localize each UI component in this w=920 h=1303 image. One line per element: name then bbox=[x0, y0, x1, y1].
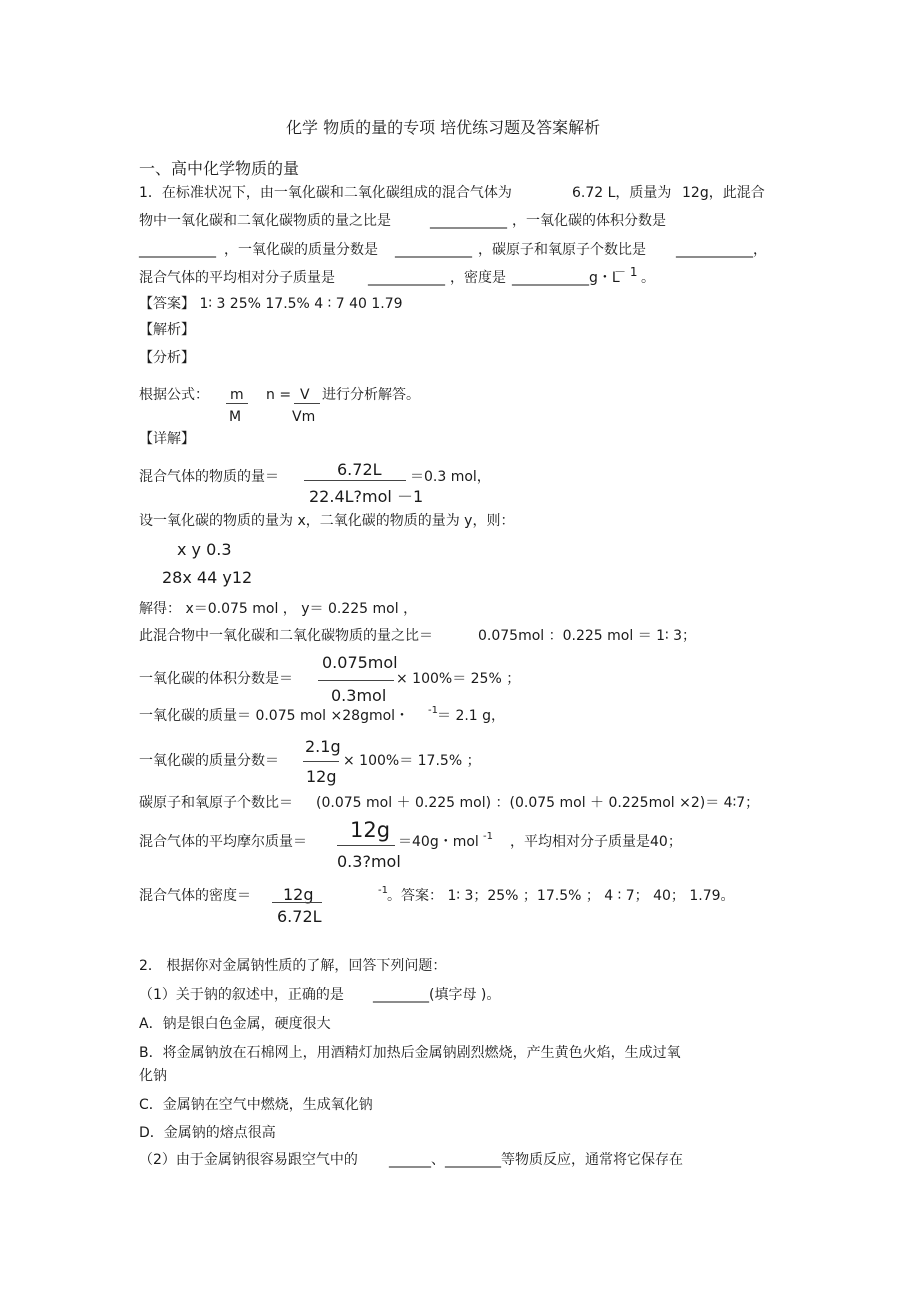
q2-part2-blanks: ______、________等物质反应，通常将它保存在 bbox=[389, 1152, 683, 1168]
q2-option-b-cont: 化钠 bbox=[139, 1068, 167, 1084]
q1-blank-4: ___________， bbox=[676, 242, 767, 258]
d9-denominator: 0.3?mol bbox=[337, 852, 401, 871]
d5-numerator: 0.075mol bbox=[322, 653, 398, 672]
d1-result: ＝0.3 mol， bbox=[410, 469, 491, 485]
d9-tail: ，平均相对分子质量是40； bbox=[510, 834, 682, 850]
q1-fenxi: 【分析】 bbox=[139, 350, 195, 366]
d6-sup: -1 bbox=[428, 705, 438, 716]
formula-m: m bbox=[230, 387, 244, 403]
d4-value: 0.075mol ：0.225 mol ＝ 1∶ 3； bbox=[478, 628, 697, 644]
d7-label: 一氧化碳的质量分数＝ bbox=[139, 753, 279, 769]
d1-label: 混合气体的物质的量＝ bbox=[139, 469, 279, 485]
d2-text: 设一氧化碳的物质的量为 x，二氧化碳的物质的量为 y，则： bbox=[139, 513, 515, 529]
formula-M: M bbox=[229, 409, 242, 425]
q1-line3-b: ，一氧化碳的质量分数是 bbox=[224, 242, 378, 258]
q1-line4-end: 。 bbox=[641, 270, 655, 286]
d5-label: 一氧化碳的体积分数是＝ bbox=[139, 671, 293, 687]
d7-numerator: 2.1g bbox=[305, 737, 341, 756]
q1-blank-5: ___________ bbox=[368, 270, 445, 286]
d10-numerator: 12g bbox=[283, 885, 314, 904]
q1-line2-a: 物中一氧化碳和二氧化碳物质的量之比是 bbox=[139, 213, 391, 229]
q1-line1-b: 6.72 L，质量为 bbox=[572, 185, 672, 201]
q2-stem: 2． 根据你对金属钠性质的了解，回答下列问题： bbox=[139, 958, 447, 974]
formula-fraction-line-2 bbox=[294, 403, 320, 404]
q1-line1-c: 12g，此混合 bbox=[682, 185, 765, 201]
d9-numerator: 12g bbox=[350, 818, 391, 842]
section-heading: 一、高中化学物质的量 bbox=[139, 159, 300, 178]
q1-xiangjie: 【详解】 bbox=[139, 431, 195, 447]
d8-value: (0.075 mol ＋ 0.225 mol) ：(0.075 mol ＋ 0.225mol ×2)＝ 4∶7； bbox=[316, 795, 760, 811]
d9-result: ＝40g・mol bbox=[398, 834, 479, 850]
q2-part2: （2）由于金属钠很容易跟空气中的 bbox=[139, 1152, 358, 1168]
d4-label: 此混合物中一氧化碳和二氧化碳物质的量之比＝ bbox=[139, 628, 433, 644]
q1-blank-6: ___________g・L bbox=[512, 270, 620, 286]
formula-fraction-line-1 bbox=[226, 403, 248, 404]
d1-denominator: 22.4L?mol －1 bbox=[309, 487, 424, 506]
q2-option-b: B．将金属钠放在石棉网上，用酒精灯加热后金属钠剧烈燃烧，产生黄色火焰，生成过氧 bbox=[139, 1045, 681, 1061]
q2-option-d: D．金属钠的熔点很高 bbox=[139, 1125, 276, 1141]
d10-label: 混合气体的密度＝ bbox=[139, 888, 251, 904]
d6-text: 一氧化碳的质量＝ 0.075 mol ×28gmol・ bbox=[139, 708, 410, 724]
equation-1: x y 0.3 bbox=[177, 540, 232, 559]
q1-line3-d: ，碳原子和氧原子个数比是 bbox=[478, 242, 646, 258]
q1-blank-3: ___________ bbox=[395, 242, 472, 258]
d3-text: 解得： x＝0.075 mol ， y＝ 0.225 mol ， bbox=[139, 601, 418, 617]
d5-denominator: 0.3mol bbox=[331, 686, 387, 705]
q1-unit-sup: － 1 bbox=[614, 265, 638, 279]
d10-tail: 。答案： 1∶ 3；25% ；17.5% ； 4 ∶ 7； 40； 1.79。 bbox=[387, 888, 735, 904]
formula-n: n = bbox=[266, 387, 292, 403]
q1-line1-a: 1．在标准状况下，由一氧化碳和二氧化碳组成的混合气体为 bbox=[139, 185, 512, 201]
d1-numerator: 6.72L bbox=[337, 460, 382, 479]
equation-2: 28x 44 y12 bbox=[162, 568, 253, 587]
q2-part1: （1）关于钠的叙述中，正确的是 bbox=[139, 987, 344, 1003]
d1-fraction-line bbox=[304, 480, 406, 481]
d10-denominator: 6.72L bbox=[277, 907, 322, 926]
d9-label: 混合气体的平均摩尔质量＝ bbox=[139, 834, 307, 850]
d9-fraction-line bbox=[337, 845, 395, 846]
d8-label: 碳原子和氧原子个数比＝ bbox=[139, 795, 293, 811]
d6-tail: ＝ 2.1 g， bbox=[437, 708, 506, 724]
q1-line2-c: ，一氧化碳的体积分数是 bbox=[512, 213, 666, 229]
q1-jiexi: 【解析】 bbox=[139, 322, 195, 338]
formula-suffix: 进行分析解答。 bbox=[322, 387, 420, 403]
page-title: 化学 物质的量的专项 培优练习题及答案解析 bbox=[286, 118, 601, 137]
q1-line4-a: 混合气体的平均相对分子质量是 bbox=[139, 270, 335, 286]
formula-Vm: Vm bbox=[292, 409, 316, 425]
q2-part1-blank: ________(填字母 )。 bbox=[373, 987, 501, 1003]
d9-sup: -1 bbox=[483, 831, 493, 842]
formula-v: V bbox=[300, 387, 310, 403]
d10-fraction-line bbox=[272, 902, 322, 903]
d5-result: × 100%＝ 25% ； bbox=[396, 671, 521, 687]
d7-fraction-line bbox=[303, 761, 339, 762]
d7-result: × 100%＝ 17.5% ； bbox=[343, 753, 481, 769]
d7-denominator: 12g bbox=[306, 767, 337, 786]
d5-fraction-line bbox=[318, 680, 394, 681]
formula-prefix: 根据公式： bbox=[139, 387, 209, 403]
q2-option-a: A．钠是银白色金属，硬度很大 bbox=[139, 1016, 331, 1032]
q1-line4-c: ，密度是 bbox=[450, 270, 506, 286]
q2-option-c: C．金属钠在空气中燃烧，生成氧化钠 bbox=[139, 1097, 373, 1113]
d10-sup: -1 bbox=[378, 885, 388, 896]
q1-blank-1: ___________ bbox=[430, 213, 507, 229]
q1-answer: 【答案】 1∶ 3 25% 17.5% 4 ∶ 7 40 1.79 bbox=[139, 296, 403, 312]
q1-blank-2: ___________ bbox=[139, 242, 216, 258]
